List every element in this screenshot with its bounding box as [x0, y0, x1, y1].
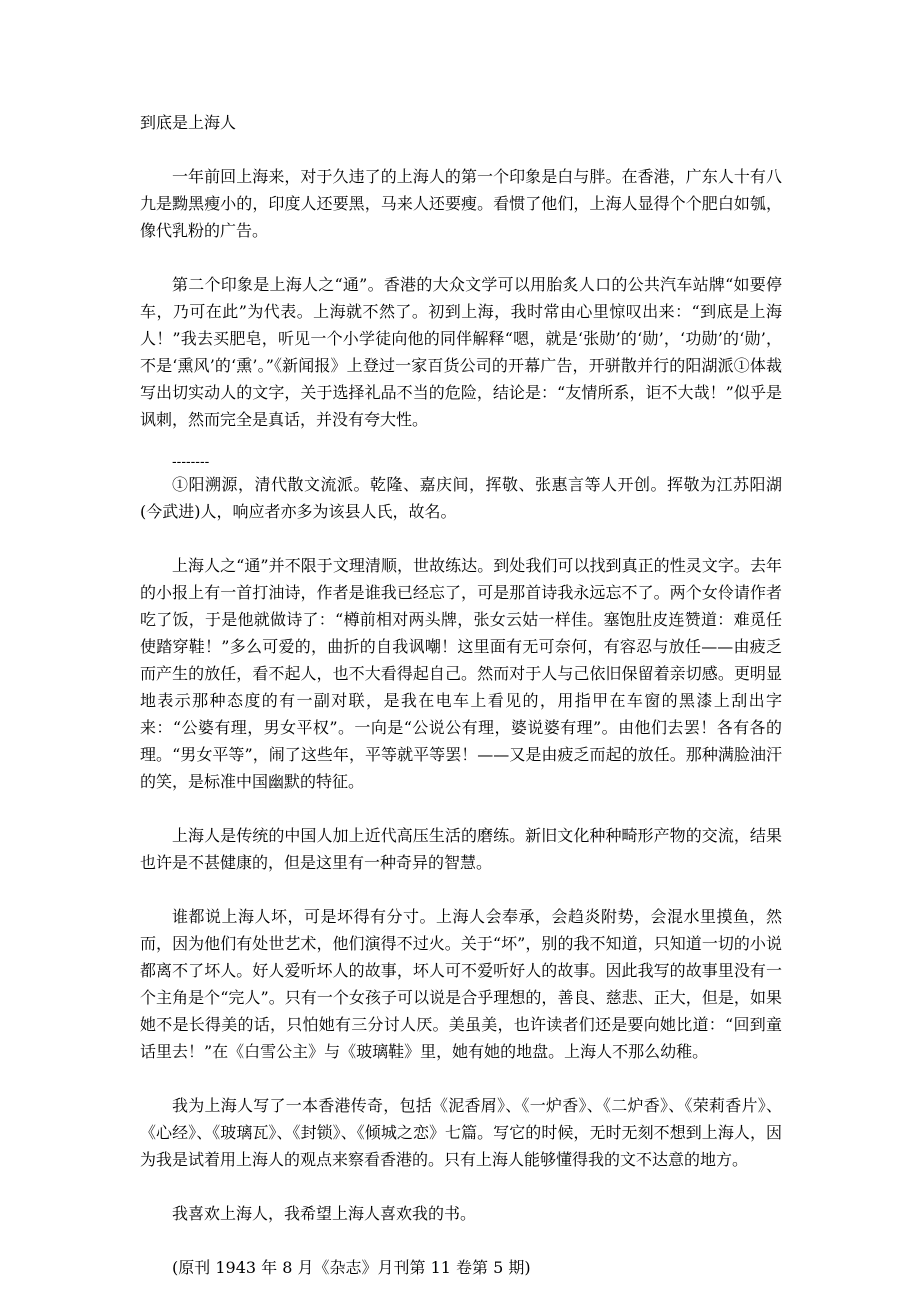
- paragraph-first-impression: 一年前回上海来，对于久违了的上海人的第一个印象是白与胖。在香港，广东人十有八九是黝黑瘦小的，印度人还要黑，马来人还要瘦。看惯了他们，上海人显得个个肥白如瓠，像代乳粉的广告。: [140, 167, 782, 240]
- paragraph-tradition: 上海人是传统的中国人加上近代高压生活的磨练。新旧文化种种畸形产物的交流，结果也许是不甚健康的，但是这里有一种奇异的智慧。: [140, 826, 782, 872]
- document-page: [140, 109, 782, 1308]
- publication-note: (原刊 1943 年 8 月《杂志》月刊第 11 卷第 5 期): [172, 1258, 531, 1277]
- paragraph-tong: 上海人之“通”并不限于文理清顺，世故练达。到处我们可以找到真正的性灵文字。去年的小报上有一首打油诗，作者是谁我已经忘了，可是那首诗我永远忘不了。两个女伶请作者吃了饭，于是他就做诗了：“樽前相对两头牌，张女云姑一样佳。塞饱肚皮连赞道：难觅任使踏穿鞋！”多么可爱的，曲折的自我讽嘲！这里面有无可奈何，有容忍与放任——由疲乏而产生的放任，看不起人，也不大看得起自己。然而对于人与己依旧保留着亲切感。更明显地表示那种态度的有一副对联，是我在电车上看见的，用指甲在车窗的黑漆上刮出字来：“公婆有理，男女平权”。一向是“公说公有理，婆说婆有理”。由他们去罢！各有各的理。“男女平等”，闹了这些年，平等就平等罢！——又是由疲乏而起的放任。那种满脸油汗的笑，是标准中国幽默的特征。: [140, 556, 782, 791]
- paragraph-bad-people: 谁都说上海人坏，可是坏得有分寸。上海人会奉承，会趋炎附势，会混水里摸鱼，然而，因为他们有处世艺术，他们演得不过火。关于“坏”，别的我不知道，只知道一切的小说都离不了坏人。好人爱听坏人的故事，坏人可不爱听好人的故事。因此我写的故事里没有一个主角是个“完人”。只有一个女孩子可以说是合乎理想的，善良、慈悲、正大，但是，如果她不是长得美的话，只怕她有三分讨人厌。美虽美，也许读者们还是要向她比道：“回到童话里去！”在《白雪公主》与《玻璃鞋》里，她有她的地盘。上海人不那么幼稚。: [140, 907, 782, 1061]
- paragraph-closing: 我喜欢上海人，我希望上海人喜欢我的书。: [172, 1204, 477, 1223]
- paragraph-second-impression: 第二个印象是上海人之“通”。香港的大众文学可以用胎炙人口的公共汽车站牌“如要停车，乃可在此”为代表。上海就不然了。初到上海，我时常由心里惊叹出来：“到底是上海人！”我去买肥皂，听见一个小学徒向他的同伴解释“嗯，就是‘张勋’的‘勋’，‘功勋’的‘勋’，不是‘熏风’的‘熏’。”《新闻报》上登过一家百货公司的开幕广告，开骈散并行的阳湖派①体裁写出切实动人的文字，关于选择礼品不当的危险，结论是：“友情所系，讵不大哉！”似乎是讽刺，然而完全是真话，并没有夸大性。: [140, 275, 782, 429]
- footnote-separator: --------: [172, 453, 210, 469]
- document-title: 到底是上海人: [140, 113, 237, 132]
- footnote: ①阳溯源，清代散文流派。乾隆、嘉庆间，挥敬、张惠言等人开创。挥敬为江苏阳湖(今武进)人，响应者亦多为该县人氏，故名。: [140, 475, 782, 521]
- paragraph-hongkong-legends: 我为上海人写了一本香港传奇，包括《泥香屑》、《一炉香》、《二炉香》、《荣莉香片》、《心经》、《玻璃瓦》、《封锁》、《倾城之恋》七篇。写它的时候，无时无刻不想到上海人，因为我是试着用上海人的观点来察看香港的。只有上海人能够懂得我的文不达意的地方。: [140, 1096, 782, 1169]
